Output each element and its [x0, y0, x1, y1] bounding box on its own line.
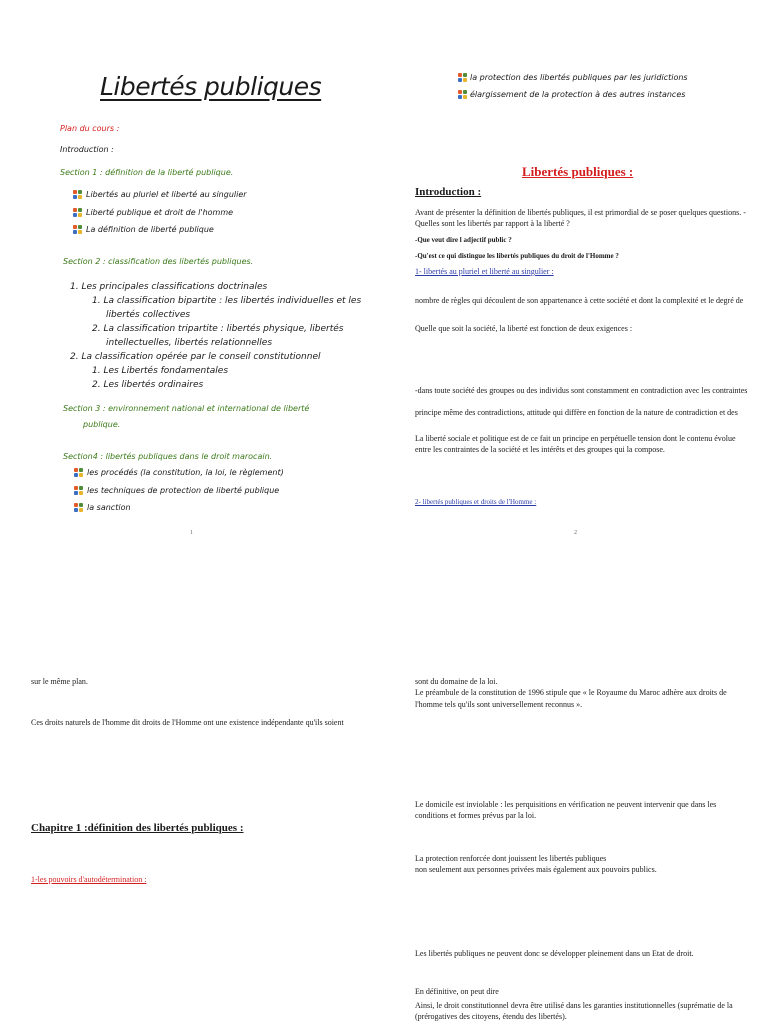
body-paragraph: sont du domaine de la loi.	[415, 677, 498, 686]
body-paragraph: Ces droits naturels de l'homme dit droits de l'Homme ont une existence indépendante qu'ils soient	[31, 718, 344, 727]
section-2-item: 2. La classification opérée par le conseil constitutionnel	[70, 352, 321, 362]
intro-paragraph: Avant de présenter la définition de libertés publiques, il est primordial de se poser quelques questions. -Quelles sont les libertés par rapport à la liberté ?	[415, 208, 746, 228]
bullet-icon	[73, 190, 82, 199]
red-heading: 1-les pouvoirs d'autodétermination :	[31, 875, 147, 884]
page-1-title: Libertés publiques	[100, 72, 322, 101]
bullet-icon	[74, 486, 83, 495]
section-3-heading-cont: publique.	[83, 420, 121, 429]
body-paragraph: l'homme tels qu'ils sont universellement reconnus ».	[415, 700, 583, 709]
page-2-title: Libertés publiques :	[522, 164, 634, 179]
section-2-subitem: 2. Les libertés ordinaires	[92, 380, 204, 390]
page-number: 2	[574, 530, 577, 536]
page-3	[0, 545, 384, 1024]
page-4	[384, 545, 768, 1024]
section-2-subitem: 1. La classification bipartite : les libertés individuelles et les	[92, 296, 362, 306]
question-1: -Que veut dire l adjectif public ?	[415, 236, 512, 244]
body-paragraph: La liberté sociale et politique est de ce fait un principe en perpétuelle tension dont le contenu évolue entre les contraintes de la société et les intérêts et des groupes qui la compose.	[415, 434, 736, 454]
bullet-icon	[458, 90, 467, 99]
section-heading-2: 2- libertés publiques et droits de l'Homme :	[415, 498, 537, 506]
body-paragraph: Les libertés publiques ne peuvent donc se développer pleinement dans un Etat de droit.	[415, 949, 694, 958]
section-heading-1: 1- libertés au pluriel et liberté au singulier :	[415, 267, 554, 276]
bullet-icon	[74, 468, 83, 477]
body-paragraph: La protection renforcée dont jouissent les libertés publiques	[415, 854, 607, 863]
body-paragraph: Le domicile est inviolable : les perquisitions en vérification ne peuvent intervenir que dans les conditions et formes prévus par la loi.	[415, 800, 717, 820]
page-2	[384, 0, 768, 545]
section-4-item: les procédés (la constitution, la loi, le règlement)	[87, 468, 284, 477]
question-2: -Qu'est ce qui distingue les libertés publiques du droit de l'Homme ?	[415, 252, 619, 260]
bullet-icon	[73, 208, 82, 217]
section-1-heading: Section 1 : définition de la liberté publique.	[60, 168, 234, 177]
section-4-item: les techniques de protection de liberté publique	[87, 486, 280, 495]
section-1-item: La définition de liberté publique	[86, 225, 214, 234]
body-paragraph: Ainsi, le droit constitutionnel devra être utilisé dans les garanties institutionnelles (suprématie de la	[415, 1001, 733, 1010]
body-paragraph: nombre de règles qui découlent de son appartenance à cette société et dont la complexité et le degré de	[415, 296, 744, 305]
plan-label: Plan du cours :	[60, 124, 120, 133]
page-1	[0, 0, 384, 545]
intro-label: Introduction :	[60, 145, 114, 154]
section-3-heading: Section 3 : environnement national et international de liberté	[63, 404, 310, 413]
section-2-subitem: 1. Les Libertés fondamentales	[92, 366, 229, 376]
section-2-heading: Section 2 : classification des libertés publiques.	[63, 257, 254, 266]
section-4-heading: Section4 : libertés publiques dans le droit marocain.	[63, 452, 273, 461]
page-number: 1	[190, 530, 193, 536]
body-paragraph: En définitive, on peut dire	[415, 987, 499, 996]
chapter-heading: Chapitre 1 :définition des libertés publiques :	[31, 822, 244, 834]
section-4-item: la sanction	[87, 503, 131, 512]
section-1-item: Liberté publique et droit de l'homme	[86, 208, 234, 217]
bullet-icon	[458, 73, 467, 82]
bullet-icon	[74, 503, 83, 512]
section-1-item: Libertés au pluriel et liberté au singulier	[86, 190, 247, 199]
section-2-item: 1. Les principales classifications doctrinales	[70, 282, 268, 292]
section-2-subitem: 2. La classification tripartite : libertés physique, libertés	[92, 324, 344, 334]
top-item: élargissement de la protection à des autres instances	[470, 90, 686, 99]
body-paragraph: Le préambule de la constitution de 1996 stipule que « le Royaume du Maroc adhère aux droits de	[415, 688, 727, 697]
top-item: la protection des libertés publiques par les juridictions	[470, 73, 688, 82]
section-2-subitem-cont: intellectuelles, libertés relationnelles	[106, 338, 273, 348]
body-paragraph: non seulement aux personnes privées mais également aux pouvoirs publics.	[415, 865, 657, 874]
body-paragraph: Quelle que soit la société, la liberté est fonction de deux exigences :	[415, 324, 633, 333]
section-2-subitem-cont: libertés collectives	[106, 310, 191, 320]
intro-heading: Introduction :	[415, 186, 482, 198]
body-paragraph: sur le même plan.	[31, 677, 88, 686]
body-paragraph: -dans toute société des groupes ou des individus sont constamment en contradiction avec les contraintes	[415, 386, 748, 395]
body-paragraph: principe même des contradictions, attitude qui diffère en fonction de la nature de contradiction et des	[415, 408, 738, 417]
body-paragraph: (prérogatives des citoyens, étendu des libertés).	[415, 1012, 567, 1021]
bullet-icon	[73, 225, 82, 234]
